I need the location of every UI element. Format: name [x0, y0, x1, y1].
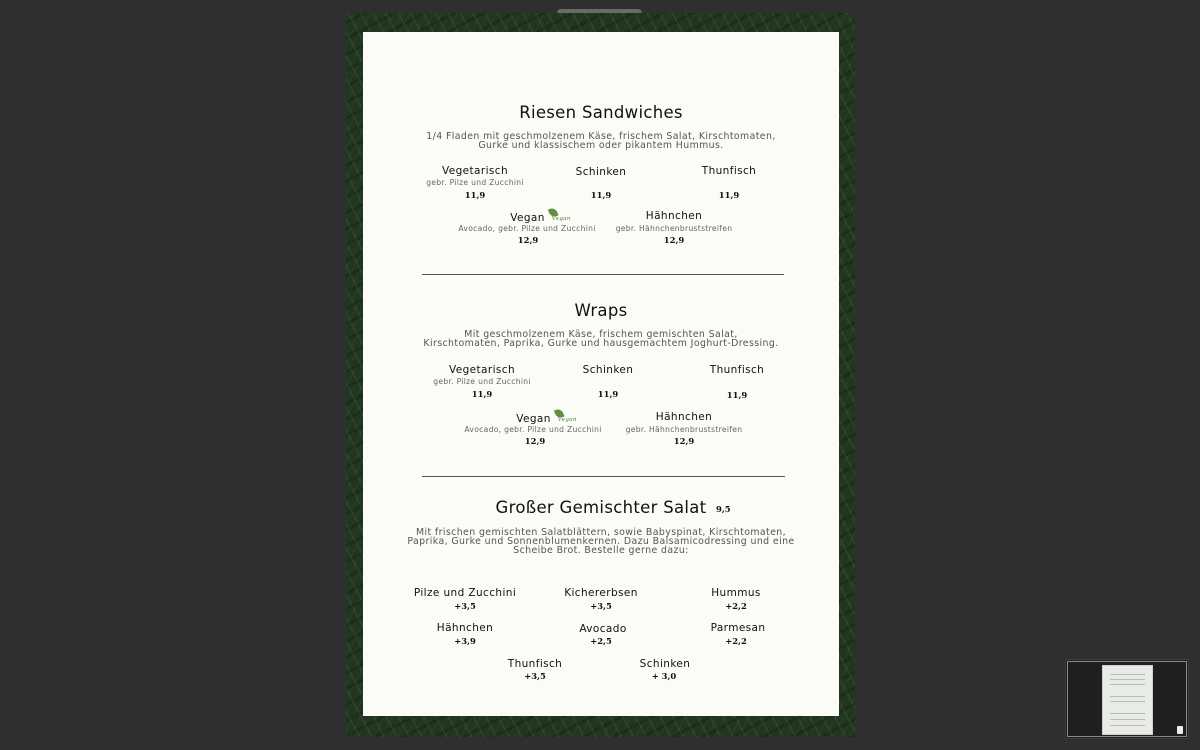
page-thumbnail[interactable]	[1102, 665, 1153, 735]
salad-price: 9,5	[716, 504, 731, 514]
extra-price: +3,5	[454, 601, 476, 611]
scroll-handle[interactable]	[1177, 726, 1183, 734]
section-title-sandwiches: Riesen Sandwiches	[519, 103, 683, 122]
wrap-name: Schinken	[582, 364, 634, 376]
thumbnail-line	[1110, 684, 1145, 685]
sandwiches-description: 1/4 Fladen mit geschmolzenem Käse, frischem Salat, Kirschtomaten, Gurke und klassischem oder pikantem Hummus.	[426, 131, 776, 151]
extra-price: +3,5	[524, 671, 546, 681]
thumbnail-line	[1110, 674, 1145, 675]
section-divider	[422, 476, 785, 477]
wrap-sub: gebr. Pilze und Zucchini	[433, 377, 531, 386]
section-title-wraps: Wraps	[574, 301, 628, 320]
thumbnail-line	[1110, 713, 1145, 714]
section-title-salad: Großer Gemischter Salat	[495, 498, 707, 517]
sandwich-sub: gebr. Hähnchenbruststreifen	[615, 224, 733, 233]
thumbnail-navigator[interactable]	[1065, 659, 1189, 739]
thumbnail-line	[1110, 696, 1145, 697]
extra-price: +2,2	[725, 601, 747, 611]
extra-price: +2,2	[725, 636, 747, 646]
wrap-price: 11,9	[597, 389, 619, 399]
extra-name: Thunfisch	[507, 658, 563, 670]
wrap-name: Vegan Vegan	[516, 409, 570, 425]
extra-name: Parmesan	[710, 622, 766, 634]
extra-price: +3,9	[454, 636, 476, 646]
sandwich-sub: gebr. Pilze und Zucchini	[426, 178, 524, 187]
wrap-name: Vegetarisch	[448, 364, 516, 376]
sandwich-price: 11,9	[590, 190, 612, 200]
wrap-price: 12,9	[524, 436, 546, 446]
thumbnail-line	[1110, 679, 1145, 680]
wraps-description: Mit geschmolzenem Käse, frischem gemischten Salat, Kirschtomaten, Paprika, Gurke und hausgemachtem Joghurt-Dressing.	[423, 329, 779, 349]
extra-name: Kichererbsen	[564, 587, 638, 599]
wrap-name: Thunfisch	[709, 364, 765, 376]
thumbnail-line	[1110, 719, 1145, 720]
sandwich-name: Schinken	[575, 166, 627, 178]
wrap-name: Hähnchen	[655, 411, 713, 423]
sandwich-price: 11,9	[718, 190, 740, 200]
wrap-sub: gebr. Hähnchenbruststreifen	[625, 425, 743, 434]
extra-name: Pilze und Zucchini	[413, 587, 517, 599]
sandwich-price: 11,9	[464, 190, 486, 200]
menu-page	[346, 13, 855, 737]
sandwich-name: Hähnchen	[645, 210, 703, 222]
extra-price: +2,5	[590, 636, 612, 646]
vegan-badge-icon: Vegan	[548, 208, 564, 224]
extra-price: +3,5	[590, 601, 612, 611]
extra-name: Hähnchen	[436, 622, 494, 634]
extra-name: Hummus	[711, 587, 761, 599]
salad-description: Mit frischen gemischten Salatblättern, sowie Babyspinat, Kirschtomaten, Paprika, Gurke und Sonnenblumenkernen. Dazu Balsamicodressing und eine Scheibe Brot. Bestelle gerne dazu:	[407, 527, 795, 556]
sandwich-name: Vegan Vegan	[510, 208, 564, 224]
sandwich-price: 12,9	[663, 235, 685, 245]
wrap-price: 12,9	[673, 436, 695, 446]
sandwich-sub: Avocado, gebr. Pilze und Zucchini	[458, 224, 596, 233]
thumbnail-line	[1110, 701, 1145, 702]
thumbnail-line	[1110, 725, 1145, 726]
extra-name: Avocado	[579, 623, 627, 635]
section-divider	[422, 274, 784, 275]
sandwich-price: 12,9	[517, 235, 539, 245]
extra-price: + 3,0	[651, 671, 677, 681]
wrap-price: 11,9	[471, 389, 493, 399]
sandwich-name: Vegetarisch	[441, 165, 509, 177]
vegan-badge-icon: Vegan	[554, 409, 570, 425]
extra-name: Schinken	[639, 658, 691, 670]
wrap-price: 11,9	[726, 390, 748, 400]
sandwich-name: Thunfisch	[701, 165, 757, 177]
menu-paper	[363, 32, 839, 716]
wrap-sub: Avocado, gebr. Pilze und Zucchini	[464, 425, 602, 434]
